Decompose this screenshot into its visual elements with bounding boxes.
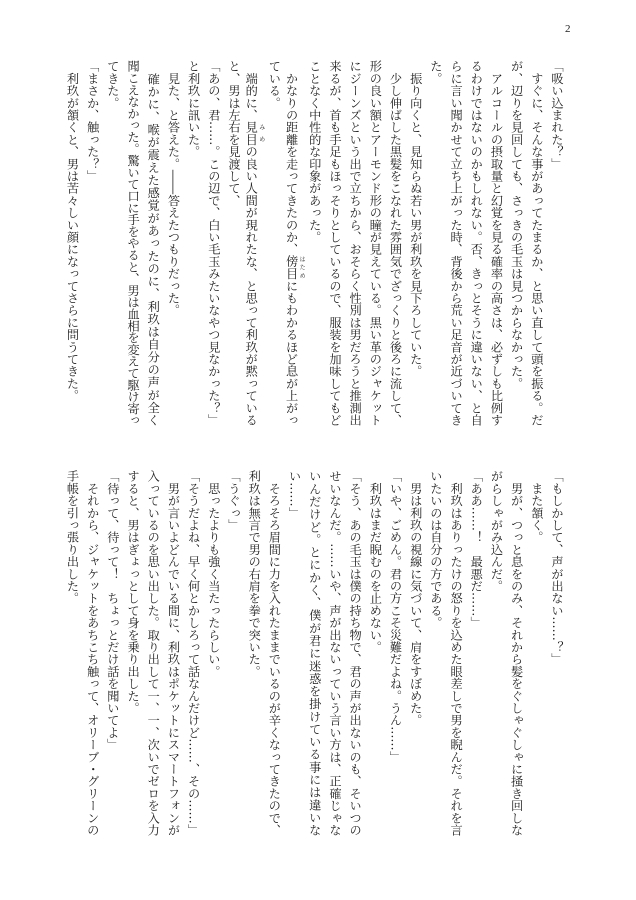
text-column: 「もしかして、声が出ない……？」 xyxy=(550,470,564,666)
text-column: それから、ジャケットをあちこち触って、オリーブ・グリーンの xyxy=(85,470,100,836)
text-column: にジーンズという出で立ちから、おそらく性別は男だろうと推測出 xyxy=(348,60,363,426)
text-column: 「そうだよね、早く何とかしろって話なんだけど……、その……」 xyxy=(186,470,201,836)
text-segment: にもわかるほど息が上がっ xyxy=(284,279,299,427)
text-column: 男は利玖の視線に気づいて、肩をすぼめた。 xyxy=(408,470,423,727)
text-column: 男が、つっと息をのみ、それから髪をぐしゃぐしゃに掻き回しな xyxy=(509,470,524,836)
text-segment: かなりの距離を走ってきたのか、 xyxy=(284,60,299,256)
text-column: が、辺りを見回しても、さっきの毛玉は見つからなかった。 xyxy=(509,60,524,390)
text-column: 手帳を引っ張り出した。 xyxy=(65,470,80,605)
text-column: せいなんだ。……いや、声が出ないっていう言い方は、正確じゃな xyxy=(327,470,342,836)
text-column: 聞こえなかった。驚いて口に手をやると、男は血相を変えて駆け寄っ xyxy=(126,60,141,426)
text-column: アルコールの摂取量と幻覚を見る確率の高さは、必ずしも比例す xyxy=(489,60,504,426)
ruby-annotation xyxy=(244,121,265,146)
text-column: 「うぐっ」 xyxy=(227,470,241,531)
text-column: 思ったよりも強く当たったらしい。 xyxy=(206,470,221,678)
text-column: と利玖に訊いた。 xyxy=(186,60,201,158)
text-column: 利玖はありったけの怒りを込めた眼差しで男を睨んだ。それを言 xyxy=(449,470,464,836)
upper-tier xyxy=(62,60,567,432)
lower-tier xyxy=(62,470,567,842)
text-column: 利玖はまだ睨むのを止めない。 xyxy=(368,470,383,653)
text-column xyxy=(284,60,304,426)
text-column: また頷く。 xyxy=(529,470,544,544)
text-column: 「吸い込まれた？」 xyxy=(550,60,564,170)
ruby-text: はため xyxy=(298,255,306,280)
text-column: がらしゃがみ込んだ。 xyxy=(489,470,504,592)
text-column: 「そう、あの毛玉は僕の持ち物で、君の声が出ないのも、そいつの xyxy=(348,470,363,836)
text-column: ている。 xyxy=(267,60,282,109)
text-column: 来るが、首も手足もほっそりとしているので、服装を加味してもど xyxy=(327,60,342,426)
text-column: 「いや、ごめん。君の方こそ災難だよね。うん……」 xyxy=(388,470,403,763)
text-column: るわけではないのかもしれない。否、きっとそうに違いない、と自 xyxy=(469,60,484,426)
text-column: 「ああ……！ 最悪だ……」 xyxy=(469,470,484,629)
text-column: 形の良い額とアーモンド形の瞳が見えている。黒い革のジャケット xyxy=(368,60,383,426)
text-column: た。 xyxy=(428,60,443,85)
ruby-text: みめ xyxy=(257,121,265,146)
text-column: 利玖が頷くと、男は苦々しい顔になってさらに問うてきた。 xyxy=(65,60,80,402)
text-column: 少し伸ばした黒髪をこなれた雰囲気でざっくりと後ろに流して、 xyxy=(388,60,403,426)
text-column: 利玖は無言で男の右肩を拳で突いた。 xyxy=(247,470,262,678)
text-column: そろそろ眉間に力を入れたままでいるのが辛くなってきたので、 xyxy=(267,470,282,836)
text-column: 「待って、待って！ ちょっとだけ話を聞いてよ」 xyxy=(105,470,120,751)
ruby-base: 見目 xyxy=(244,121,259,146)
text-column: 男が言いよどんでいる間に、利玖はポケットにスマートフォンが xyxy=(166,470,181,836)
text-column: らに言い聞かせて立ち上がった時、背後から荒い足音が近づいてき xyxy=(449,60,464,426)
text-column: 振り向くと、見知らぬ若い男が利玖を見下ろしていた。 xyxy=(408,60,423,378)
text-column: 入っているのを思い出した。取り出して一、一、次いでゼロを入力 xyxy=(146,470,161,836)
text-column: 確かに、喉が震えた感覚があったのに、利玖は自分の声が全く xyxy=(146,60,161,426)
ruby-base: 傍目 xyxy=(284,255,299,280)
ruby-annotation xyxy=(284,255,306,280)
text-column: ことなく中性的な印象があった。 xyxy=(307,60,322,243)
text-column: てきた。 xyxy=(105,60,120,109)
text-column: 「あの、君……。この辺で、白い毛玉みたいなやつ見なかった？」 xyxy=(206,60,221,426)
text-column: と、男は左右を見渡して、 xyxy=(227,60,241,207)
text-segment: 端的に、 xyxy=(244,60,259,121)
text-column: いたいのは自分の方である。 xyxy=(428,470,443,629)
page-number: 2 xyxy=(565,23,571,35)
text-column: いんだけど。とにかく、僕が君に迷惑を掛けている事には違いな xyxy=(307,470,322,836)
text-segment: の良い人間が現れたな、と思って利玖が黙っている xyxy=(244,145,259,427)
text-column: 「まさか、触った？」 xyxy=(85,60,100,182)
text-column: い……」 xyxy=(287,470,302,519)
text-column: すぐに、そんな事があってたまるか、と思い直して頭を振る。だ xyxy=(529,60,544,426)
text-column: すると、男はぎょっとして身を乗り出した。 xyxy=(126,470,141,714)
text-column xyxy=(244,60,264,426)
text-column: 見た、と答えた。――答えたつもりだった。 xyxy=(166,60,181,317)
